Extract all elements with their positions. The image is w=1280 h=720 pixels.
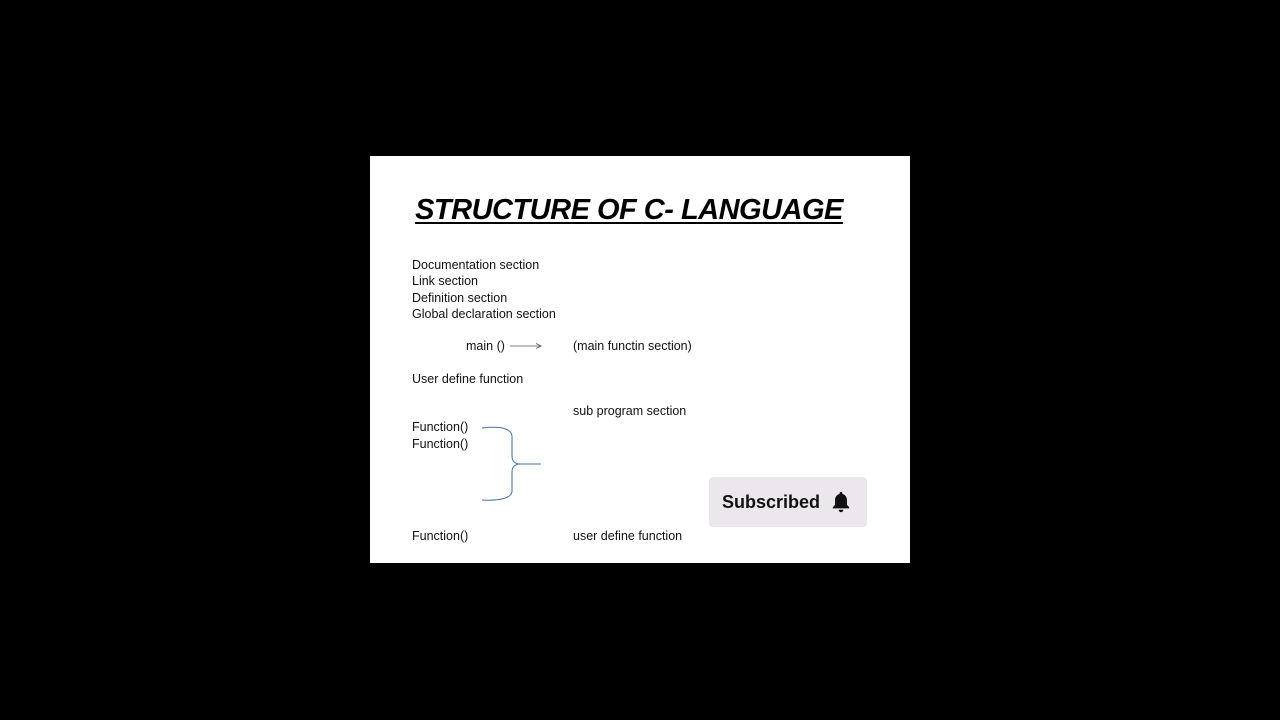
arrow-icon <box>510 344 541 349</box>
curly-brace-icon <box>482 427 541 500</box>
main-function-label: main () <box>466 339 505 353</box>
function-label-2: Function() <box>412 437 469 451</box>
slide <box>370 156 910 563</box>
definition-section-label: Definition section <box>412 291 508 305</box>
link-section-label: Link section <box>412 274 479 288</box>
slide-title: STRUCTURE OF C- LANGUAGE <box>415 194 843 226</box>
subscribed-button-label: Subscribed <box>722 491 821 512</box>
function-label-1: Function() <box>412 420 469 434</box>
user-define-function-description: user define function <box>573 529 683 543</box>
documentation-section-label: Documentation section <box>412 258 540 272</box>
global-declaration-section-label: Global declaration section <box>412 307 556 321</box>
bell-icon <box>830 490 852 514</box>
function-label-3: Function() <box>412 529 469 543</box>
sub-program-section-label: sub program section <box>573 404 687 418</box>
main-function-description: (main functin section) <box>573 339 692 353</box>
subscribed-button[interactable] <box>709 477 867 527</box>
user-define-function-label: User define function <box>412 372 524 386</box>
